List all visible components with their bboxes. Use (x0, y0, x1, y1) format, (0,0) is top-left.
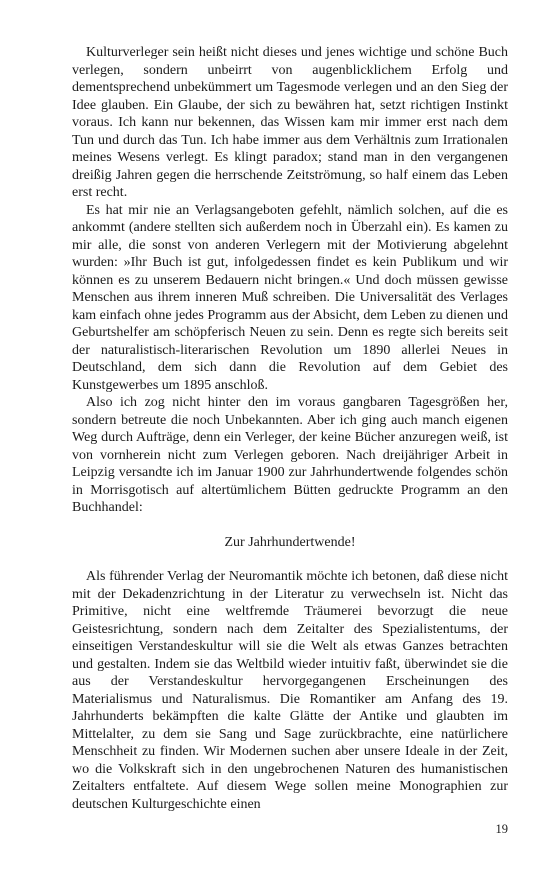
program-paragraph: Als führender Verlag der Neuromantik möchte ich betonen, daß diese nicht mit der Dekadenzrichtung in der Literatur zu verwechseln ist. Nicht das Primitive, nicht eine weltfremde Träumerei bevorzugt die neue Geistesrichtung, sondern nach dem Zeitalter des Spezialistentums, der einseitigen Verstandeskultur will sie die Welt als etwas Ganzes betrachten und gestalten. Indem sie das Weltbild wieder intuitiv faßt, überwindet sie die aus der Verstandeskultur hervorgegangenen Erscheinungen des Materialismus und Naturalismus. Die Romantiker am Anfang des 19. Jahrhunderts bekämpften die kalte Glätte der Antike und glaubten im Mittelalter, zu dem sie Sang und Sage zurückbrachte, eine natürlichere Menschheit zu finden. Wir Modernen suchen aber unsere Ideale in der Zeit, wo die Volkskraft sich in den ungebrochenen Naturen des humanistischen Zeitalters entfaltete. Auf diesem Wege sollen meine Monographien zur deutschen Kulturgeschichte einen (72, 569, 508, 812)
book-page-text (72, 44, 508, 813)
body-paragraph: Es hat mir nie an Verlagsangeboten gefehlt, nämlich solchen, auf die es ankommt (andere stellten sich außerdem noch in Überzahl ein). Es kamen zu mir alle, die sonst von anderen Verlegern mit der Motivierung abgelehnt wurden: »Ihr Buch ist gut, infolgedessen findet es kein Publikum und wir können es zu unserem Bedauern nicht bringen.« Und doch müssen gewisse Menschen aus ihrem inneren Muß schreiben. Die Universalität des Verlages kam einfach ohne jedes Programm aus der Absicht, dem Leben zu dienen und Geburtshelfer am schöpferisch Neuen zu sein. Denn es regte sich bereits seit der naturalistisch-literarischen Revolution um 1890 allerlei Neues in Deutschland, dem sich dann die Revolution auf dem Gebiet des Kunstgewerbes um 1895 anschloß. (72, 202, 508, 393)
section-heading: Zur Jahrhundertwende! (224, 534, 356, 550)
page-number: 19 (495, 822, 508, 836)
body-paragraph: Kulturverleger sein heißt nicht dieses und jenes wichtige und schöne Buch verlegen, sondern unbeirrt von augenblicklichem Erfolg und dementsprechend unbekümmert um Tagesmode verlegen und an den Sieg der Idee glauben. Ein Glaube, der sich zu bewähren hat, setzt richtigen Instinkt voraus. Ich kann nur bekennen, das Wissen kam mir immer erst nach dem Tun und durch das Tun. Ich habe immer aus dem Verhältnis zum Irrationalen meines Wesens verlegt. Es klingt paradox; stand man in den vergangenen dreißig Jahren gegen die herrschende Zeitströmung, so half einem das Leben erst recht. (72, 45, 508, 200)
body-paragraph: Also ich zog nicht hinter den im voraus gangbaren Tagesgrößen her, sondern betreute die noch Unbekannten. Aber ich ging auch manch eigenen Weg durch Aufträge, denn ein Verleger, der keine Bücher anzuregen weiß, ist von vornherein nicht zum Verlegen geboren. Nach dreijähriger Arbeit in Leipzig versandte ich im Januar 1900 zur Jahrhundertwende folgendes schön in Morrisgotisch auf altertümlichem Bütten gedruckte Programm an den Buchhandel: (72, 395, 508, 515)
